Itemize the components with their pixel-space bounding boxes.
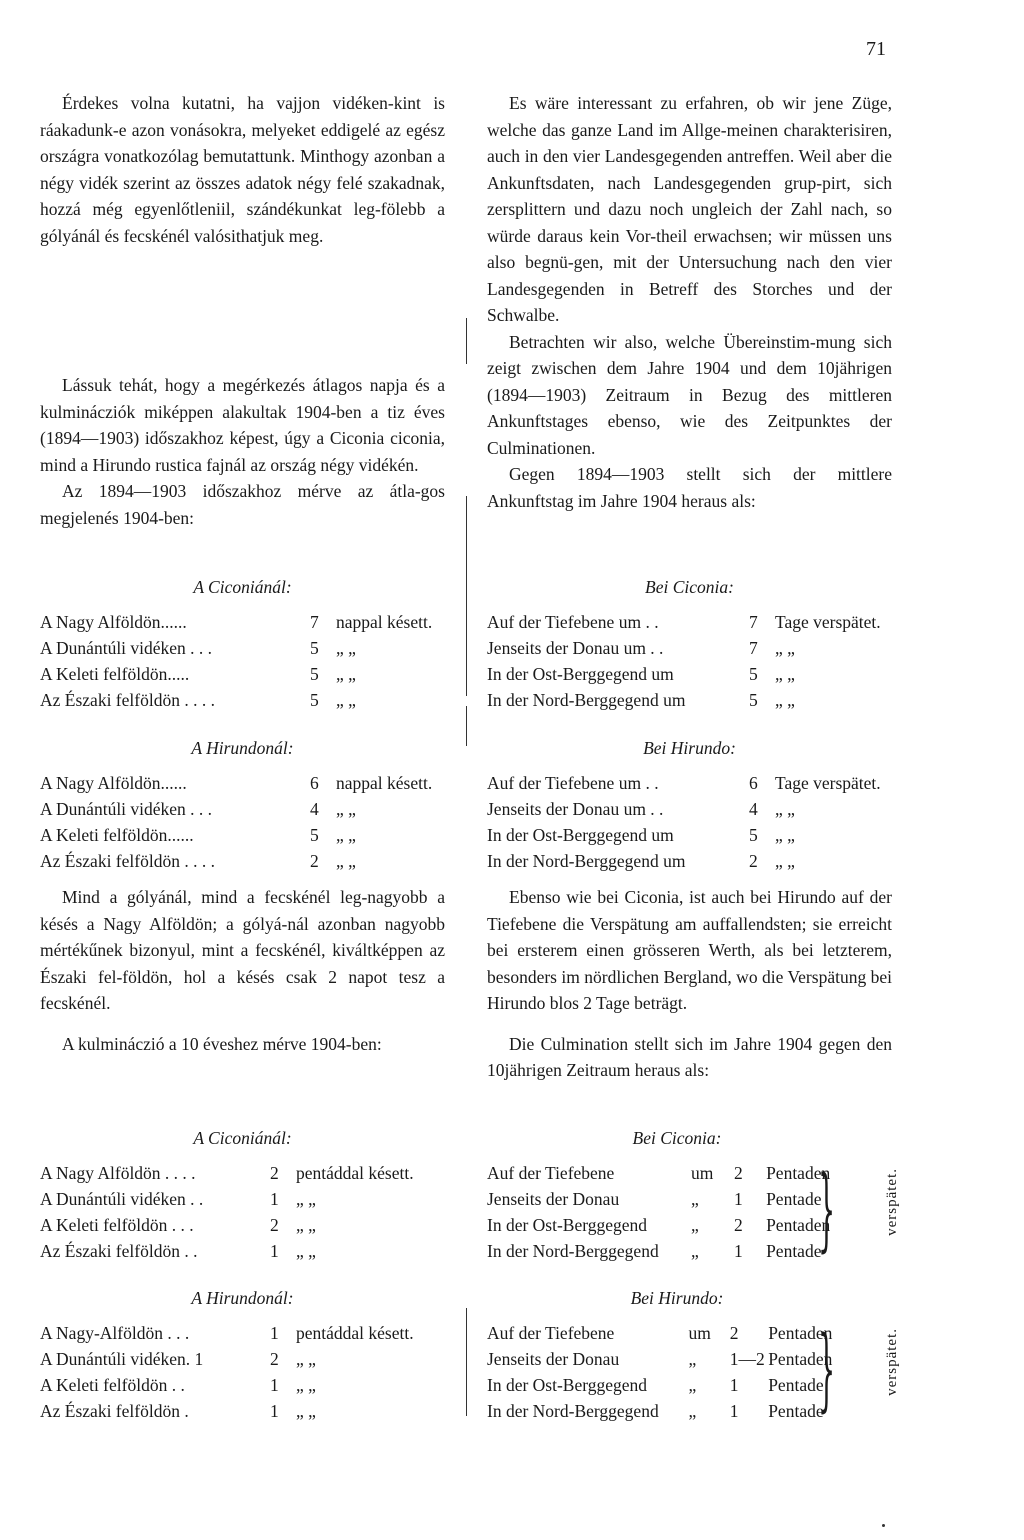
cell-num: 1 [729, 1374, 739, 1395]
cell-um: „ [688, 1374, 697, 1395]
cell-num: 2 [749, 850, 758, 871]
cell-region: A Dunántúli vidéken . . . [40, 798, 213, 819]
cell-region: A Dunántúli vidéken . . . [40, 637, 213, 658]
cell-region: Jenseits der Donau [487, 1348, 620, 1369]
side-label: verspätet. [883, 1167, 900, 1236]
table-row [40, 1238, 445, 1264]
cell-unit: Pentaden [768, 1322, 833, 1343]
cell-rest: nappal késett. [336, 611, 433, 632]
cell-num: 5 [749, 663, 758, 684]
cell-num: 1 [270, 1400, 279, 1421]
cell-region: A Nagy Alföldön . . . . [40, 1162, 196, 1183]
cell-unit: Pentaden [766, 1214, 831, 1235]
cell-unit: Pentaden [766, 1162, 831, 1183]
table-row [40, 1160, 445, 1186]
cell-num: 2 [734, 1214, 743, 1235]
cell-region: A Dunántúli vidéken . . [40, 1188, 204, 1209]
cell-num: 2 [729, 1322, 739, 1343]
cell-num: 2 [310, 850, 319, 871]
table-row [487, 1186, 857, 1212]
cell-num: 4 [310, 798, 319, 819]
cell-region: A Keleti felföldön...... [40, 824, 194, 845]
cell-num: 1 [270, 1240, 279, 1261]
cell-rest: „ „ [336, 850, 356, 871]
table-row [487, 609, 892, 635]
table-heading: A Ciconiánál: [193, 1128, 292, 1148]
cell-rest: pentáddal késett. [296, 1162, 414, 1183]
table-row [487, 1160, 857, 1186]
page-number: 71 [866, 38, 886, 60]
table-row [487, 1212, 857, 1238]
brace-icon: } [817, 1156, 835, 1262]
table-row [40, 1372, 445, 1398]
table-row [40, 1320, 445, 1346]
left-paragraph-5: A kulmináczió a 10 éveshez mérve 1904-ben: [62, 1033, 382, 1054]
cell-region: A Keleti felföldön . . [40, 1374, 185, 1395]
left-paragraph-4: Mind a gólyánál, mind a fecskénél leg-nagyobb a késés a Nagy Alföldön; a gólyá-nál azonban nagyobb mértékűnek bizonyul, mint a fecskénél, kiváltképpen az Északi fel-földön, hol a késés csak 2 napot tesz a fecskénél. A kulmináczió a 10 éveshez mérve 1904-ben: [40, 884, 445, 1057]
left-table-hirundo-culmination [40, 1285, 445, 1424]
cell-rest: „ „ [296, 1400, 316, 1421]
right-paragraph-5: Die Culmination stellt sich im Jahre 1904 gegen den 10jährigen Zeitraum heraus als: [487, 1033, 892, 1080]
table-row [487, 796, 892, 822]
cell-rest: „ „ [775, 637, 795, 658]
cell-region: A Dunántúli vidéken. 1 [40, 1348, 204, 1369]
table-row [487, 1320, 857, 1346]
table-row [487, 635, 892, 661]
table-heading: Bei Hirundo: [630, 1288, 724, 1308]
cell-region: In der Ost-Berggegend um [487, 824, 674, 845]
cell-rest: „ „ [775, 850, 795, 871]
cell-num: 1 [734, 1240, 743, 1261]
cell-unit: Pentade [768, 1400, 824, 1421]
cell-num: 5 [310, 637, 319, 658]
cell-region: In der Ost-Berggegend um [487, 663, 674, 684]
cell-um: „ [688, 1400, 697, 1421]
table-row [40, 1346, 445, 1372]
table-row [40, 796, 445, 822]
cell-region: In der Ost-Berggegend [487, 1214, 648, 1235]
table-row [487, 1346, 857, 1372]
table-row [40, 1398, 445, 1424]
cell-num: 2 [270, 1348, 279, 1369]
cell-region: In der Nord-Berggegend um [487, 850, 686, 871]
table-row [487, 1398, 857, 1424]
cell-num: 7 [749, 611, 758, 632]
cell-region: A Nagy Alföldön...... [40, 772, 187, 793]
cell-num: 4 [749, 798, 758, 819]
cell-rest: Tage verspätet. [775, 772, 881, 793]
table-heading: Bei Ciconia: [632, 1128, 722, 1148]
right-paragraph-2: Betrachten wir also, welche Übereinstim-mung sich zeigt zwischen dem Jahre 1904 und dem 10jährigen (1894—1903) Zeitraum in Bezug des mittleren Ankunftstages ebenso, wie des Zeitpunktes der Culminationen. [487, 331, 892, 458]
right-paragraph-3: Gegen 1894—1903 stellt sich der mittlere Ankunftstag im Jahre 1904 heraus als: [487, 464, 892, 511]
cell-region: Auf der Tiefebene um . . [487, 611, 659, 632]
table-row [40, 635, 445, 661]
cell-region: In der Nord-Berggegend [487, 1240, 659, 1261]
left-paragraph-3: Az 1894—1903 időszakhoz mérve az átla-gos megjelenés 1904-ben: [40, 481, 445, 528]
cell-num: 1 [270, 1322, 279, 1343]
cell-rest: „ „ [296, 1348, 316, 1369]
cell-rest: „ „ [775, 798, 795, 819]
left-table-ciconia-culmination [40, 1125, 445, 1264]
cell-um: „ [691, 1214, 699, 1235]
table-row [487, 822, 892, 848]
table-row [40, 661, 445, 687]
cell-um: um [691, 1162, 714, 1183]
cell-num: 5 [749, 689, 758, 710]
table-heading: A Hirundonál: [191, 738, 294, 758]
cell-unit: Pentade [768, 1374, 824, 1395]
table-heading: Bei Hirundo: [643, 738, 736, 758]
cell-region: Auf der Tiefebene [487, 1322, 615, 1343]
cell-num: 6 [310, 772, 319, 793]
table-row [40, 609, 445, 635]
cell-region: Auf der Tiefebene [487, 1162, 615, 1183]
cell-region: Auf der Tiefebene um . . [487, 772, 659, 793]
right-table-hirundo-culmination [487, 1285, 900, 1424]
table-row [487, 770, 892, 796]
cell-region: Az Északi felföldön . [40, 1400, 189, 1421]
cell-rest: „ „ [336, 663, 356, 684]
cell-rest: „ „ [336, 824, 356, 845]
cell-num: 5 [310, 663, 319, 684]
left-paragraph-2: Lássuk tehát, hogy a megérkezés átlagos napja és a kulminácziók miképpen alakultak 1904-ben a tiz éves (1894—1903) időszakhoz képest, úgy a Ciconia ciconia, mind a Hirundo rustica fajnál az ország négy vidékén. Az 1894—1903 időszakhoz mérve az átla-gos megjelenés 1904-ben: [40, 372, 445, 531]
cell-rest: „ „ [296, 1214, 316, 1235]
right-table-ciconia-culmination [487, 1125, 900, 1264]
table-heading: Bei Ciconia: [645, 577, 734, 597]
table-row [487, 848, 892, 874]
cell-num: 2 [270, 1214, 279, 1235]
cell-num: 7 [310, 611, 319, 632]
cell-region: Jenseits der Donau um . . [487, 637, 664, 658]
column-divider [466, 318, 467, 364]
table-heading: A Hirundonál: [191, 1288, 294, 1308]
cell-rest: Tage verspätet. [775, 611, 881, 632]
cell-unit: Pentade [766, 1240, 822, 1261]
cell-region: A Keleti felföldön..... [40, 663, 190, 684]
table-row [40, 1212, 445, 1238]
table-row [487, 1238, 857, 1264]
cell-rest: „ „ [336, 637, 356, 658]
cell-num: 5 [310, 689, 319, 710]
cell-num: 1—2 [729, 1348, 765, 1369]
cell-num: 6 [749, 772, 758, 793]
decorative-dot [882, 1524, 885, 1527]
cell-rest: „ „ [296, 1240, 316, 1261]
table-row [487, 687, 892, 713]
cell-region: Jenseits der Donau um . . [487, 798, 664, 819]
cell-um: „ [691, 1188, 699, 1209]
cell-unit: Pentade [766, 1188, 822, 1209]
cell-um: „ [691, 1240, 699, 1261]
cell-unit: Pentaden [768, 1348, 833, 1369]
right-table-ciconia-arrival [487, 574, 892, 713]
cell-rest: pentáddal késett. [296, 1322, 414, 1343]
cell-num: 5 [749, 824, 758, 845]
cell-region: Az Északi felföldön . . . . [40, 689, 215, 710]
table-row [40, 822, 445, 848]
table-heading: A Ciconiánál: [193, 577, 292, 597]
table-row [487, 661, 892, 687]
cell-rest: „ „ [296, 1188, 316, 1209]
side-label: verspätet. [883, 1327, 900, 1396]
table-row [40, 848, 445, 874]
cell-num: 5 [310, 824, 319, 845]
cell-region: Az Északi felföldön . . [40, 1240, 198, 1261]
cell-num: 7 [749, 637, 758, 658]
right-paragraph-4: Ebenso wie bei Ciconia, ist auch bei Hirundo auf der Tiefebene die Verspätung am auffallendsten; sie erreicht bei ersterem einen grösseren Werth, als bei letzterem, besonders im nördlichen Bergland, wo die Verspätung bei Hirundo blos 2 Tage beträgt. Die Culmination stellt sich im Jahre 1904 gegen den 10jährigen Zeitraum heraus als: [487, 884, 892, 1084]
cell-num: 2 [270, 1162, 279, 1183]
cell-num: 1 [270, 1374, 279, 1395]
left-table-hirundo-arrival [40, 735, 445, 874]
cell-region: A Keleti felföldön . . . [40, 1214, 194, 1235]
cell-region: Jenseits der Donau [487, 1188, 620, 1209]
cell-region: In der Ost-Berggegend [487, 1374, 648, 1395]
cell-rest: „ „ [775, 663, 795, 684]
right-table-hirundo-arrival [487, 735, 892, 874]
cell-rest: „ „ [336, 798, 356, 819]
column-divider [466, 706, 467, 746]
table-row [40, 770, 445, 796]
cell-region: In der Nord-Berggegend um [487, 689, 686, 710]
cell-num: 1 [270, 1188, 279, 1209]
cell-num: 1 [734, 1188, 743, 1209]
cell-region: In der Nord-Berggegend [487, 1400, 659, 1421]
right-paragraph-1: Es wäre interessant zu erfahren, ob wir jene Züge, welche das ganze Land im Allge-meinen charakterisiren, auch in den vier Landesgegenden antreffen. Weil aber die Ankunftsdaten, nach Landesgegenden grup-pirt, sich zersplittern und dazu noch ungleich der Zahl nach, so würde daraus kein Vor-theil erwachsen; wir müssen uns also begnü-gen, mit der Untersuchung nach den vier Landesgegenden in Betreff des Storches und der Schwalbe. Betrachten wir also, welche Übereinstim-mung sich zeigt zwischen dem Jahre 1904 und dem 10jährigen (1894—1903) Zeitraum in Bezug des mittleren Ankunftstages ebenso, wie des Zeitpunktes der Culminationen. Gegen 1894—1903 stellt sich der mittlere Ankunftstag im Jahre 1904 heraus als: [487, 90, 892, 514]
column-divider [466, 1308, 467, 1416]
cell-rest: „ „ [336, 689, 356, 710]
cell-rest: „ „ [775, 689, 795, 710]
table-row [487, 1372, 857, 1398]
cell-um: „ [688, 1348, 697, 1369]
cell-rest: nappal késett. [336, 772, 433, 793]
cell-rest: „ „ [775, 824, 795, 845]
brace-icon: } [817, 1316, 835, 1422]
cell-region: A Nagy-Alföldön . . . [40, 1322, 190, 1343]
cell-num: 2 [734, 1162, 743, 1183]
cell-um: um [688, 1322, 711, 1343]
cell-region: A Nagy Alföldön...... [40, 611, 187, 632]
table-row [40, 1186, 445, 1212]
table-row [40, 687, 445, 713]
cell-region: Az Északi felföldön . . . . [40, 850, 215, 871]
left-paragraph-1: Érdekes volna kutatni, ha vajjon vidéken-kint is ráakadunk-e azon vonásokra, melyeket eddigelé az egész országra vonatkozólag bemutattunk. Minthogy azonban a négy vidék szerint az összes adatok négy felé szakadnak, hozzá még egyenlőtleniil, szándékunkat leg-fölebb a gólyánál és fecskénél valósithatjuk meg. [40, 93, 445, 246]
column-divider [466, 496, 467, 696]
cell-num: 1 [729, 1400, 739, 1421]
cell-rest: „ „ [296, 1374, 316, 1395]
left-table-ciconia-arrival [40, 574, 445, 713]
